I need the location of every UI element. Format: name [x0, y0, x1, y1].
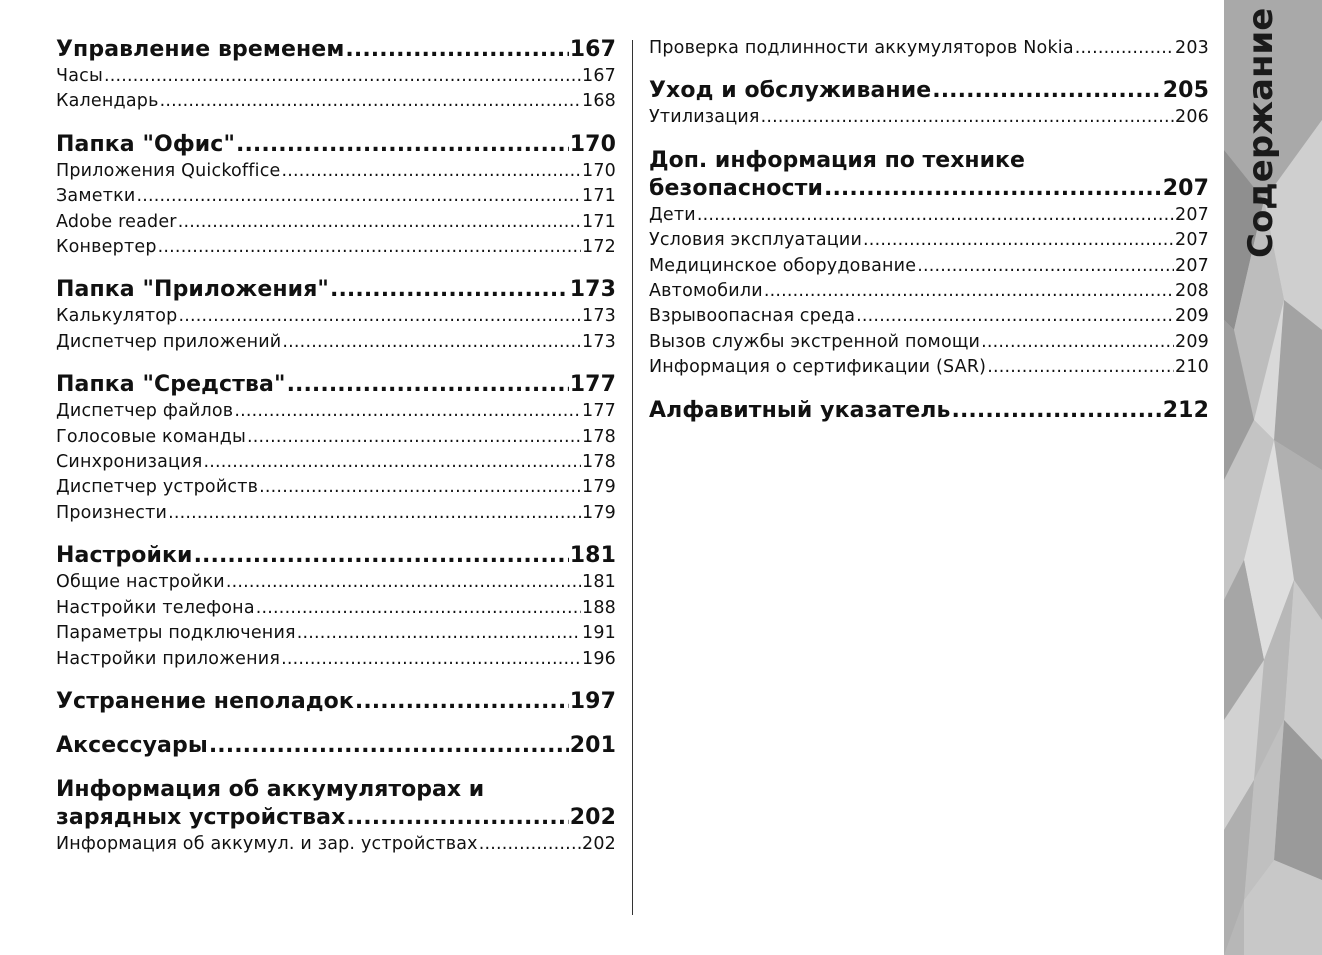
toc-heading-page-number: 212	[1162, 397, 1209, 423]
toc-item-label: Параметры подключения	[56, 623, 296, 644]
toc-item-page-number: 172	[581, 237, 616, 258]
toc-item-page-number: 208	[1174, 281, 1209, 302]
toc-heading-label: безопасности	[649, 175, 823, 201]
toc-item-page-number: 179	[581, 477, 616, 498]
toc-heading-label: Папка "Офис"	[56, 131, 236, 157]
toc-item-page-number: 188	[581, 597, 616, 618]
toc-item-label: Условия эксплуатации	[649, 230, 863, 251]
dot-leader	[863, 228, 1174, 253]
toc-item-label: Вызов службы экстренной помощи	[649, 331, 981, 352]
dot-leader	[158, 235, 581, 260]
toc-section	[56, 542, 616, 672]
toc-item[interactable]	[649, 279, 1209, 304]
dot-leader	[987, 355, 1174, 380]
dot-leader	[256, 596, 581, 621]
toc-heading-label: Аксессуары	[56, 732, 208, 758]
toc-item[interactable]	[56, 425, 616, 450]
toc-item-page-number: 203	[1174, 38, 1209, 58]
dot-leader	[168, 501, 581, 526]
toc-item-label: Утилизация	[649, 107, 760, 128]
toc-heading-label: Папка "Средства"	[56, 372, 286, 398]
toc-section	[56, 131, 616, 261]
toc-item-page-number: 209	[1174, 306, 1209, 327]
dot-leader	[346, 804, 568, 832]
toc-heading-label: Папка "Приложения"	[56, 277, 329, 303]
toc-heading[interactable]	[56, 542, 616, 570]
toc-item[interactable]	[56, 501, 616, 526]
toc-item[interactable]	[649, 254, 1209, 279]
toc-item[interactable]	[56, 621, 616, 646]
toc-item-label: Календарь	[56, 91, 159, 112]
dot-leader	[247, 425, 581, 450]
toc-heading[interactable]	[649, 397, 1209, 425]
dot-leader	[178, 210, 581, 235]
toc-section	[56, 688, 616, 716]
toc-heading-label: Настройки	[56, 543, 193, 569]
dot-leader	[259, 475, 581, 500]
toc-item-page-number: 207	[1174, 230, 1209, 251]
toc-heading[interactable]	[56, 688, 616, 716]
dot-leader	[932, 77, 1162, 105]
toc-heading-label: зарядных устройствах	[56, 804, 346, 830]
toc-section	[649, 36, 1209, 61]
dot-leader	[287, 371, 569, 399]
toc-item-label: Проверка подлинности аккумуляторов Nokia	[649, 38, 1074, 58]
toc-item[interactable]	[56, 450, 616, 475]
toc-heading-page-number: 173	[569, 277, 616, 303]
toc-item-page-number: 207	[1174, 204, 1209, 225]
toc-heading[interactable]	[56, 804, 616, 832]
dot-leader	[282, 330, 581, 355]
dot-leader	[203, 450, 581, 475]
toc-item-page-number: 177	[581, 401, 616, 422]
toc-item[interactable]	[56, 89, 616, 114]
toc-item[interactable]	[649, 228, 1209, 253]
toc-heading-page-number: 197	[569, 688, 616, 714]
toc-heading-page-number: 167	[569, 37, 616, 62]
toc-item-label: Adobe reader	[56, 211, 177, 232]
toc-item-label: Голосовые команды	[56, 426, 247, 447]
toc-item[interactable]	[649, 105, 1209, 130]
toc-item-page-number: 191	[581, 623, 616, 644]
toc-section	[56, 276, 616, 355]
toc-item-label: Настройки телефона	[56, 597, 255, 618]
toc-item-label: Диспетчер устройств	[56, 477, 259, 498]
toc-item[interactable]	[56, 647, 616, 672]
toc-item[interactable]	[56, 832, 616, 857]
dot-leader	[281, 647, 581, 672]
dot-leader	[194, 542, 569, 570]
toc-item[interactable]	[56, 475, 616, 500]
toc-item-page-number: 170	[581, 160, 616, 181]
toc-item-label: Часы	[56, 66, 103, 86]
toc-heading-page-number: 170	[569, 131, 616, 157]
toc-item[interactable]	[56, 596, 616, 621]
toc-item-label: Дети	[649, 204, 696, 225]
dot-leader	[697, 203, 1174, 228]
toc-item-label: Информация о сертификации (SAR)	[649, 357, 987, 378]
toc-item-label: Взрывоопасная среда	[649, 306, 856, 327]
toc-item-page-number: 210	[1174, 357, 1209, 378]
toc-item-label: Автомобили	[649, 281, 763, 302]
dot-leader	[952, 397, 1162, 425]
toc-item[interactable]	[56, 570, 616, 595]
toc-heading[interactable]	[56, 36, 616, 64]
toc-heading-page-number: 202	[569, 804, 616, 830]
toc-item[interactable]	[56, 159, 616, 184]
column-divider	[632, 40, 633, 915]
dot-leader	[355, 688, 569, 716]
toc-item-label: Синхронизация	[56, 452, 203, 473]
toc-item[interactable]	[649, 36, 1209, 61]
toc-item-label: Произнести	[56, 502, 168, 523]
toc-heading[interactable]	[649, 175, 1209, 203]
toc-item-page-number: 173	[581, 306, 616, 327]
toc-item-page-number: 167	[581, 66, 616, 86]
toc-heading-label: Уход и обслуживание	[649, 78, 932, 104]
toc-item-label: Конвертер	[56, 237, 157, 258]
toc-left-column	[56, 36, 616, 873]
dot-leader	[330, 276, 569, 304]
toc-item[interactable]	[56, 304, 616, 329]
toc-item-page-number: 173	[581, 331, 616, 352]
toc-item-page-number: 178	[581, 452, 616, 473]
toc-section	[56, 776, 616, 857]
dot-leader	[764, 279, 1174, 304]
toc-item[interactable]	[56, 184, 616, 209]
toc-item-page-number: 171	[581, 211, 616, 232]
toc-section	[649, 77, 1209, 130]
toc-item-page-number: 196	[581, 648, 616, 669]
toc-item[interactable]	[56, 399, 616, 424]
toc-item[interactable]	[56, 64, 616, 89]
toc-item-label: Настройки приложения	[56, 648, 281, 669]
toc-heading-page-number: 201	[569, 732, 616, 758]
toc-item[interactable]	[56, 330, 616, 355]
toc-item-page-number: 179	[581, 502, 616, 523]
dot-leader	[234, 399, 581, 424]
dot-leader	[345, 36, 568, 64]
toc-item-page-number: 202	[581, 833, 616, 854]
toc-heading-page-number: 177	[569, 372, 616, 398]
toc-item-label: Медицинское оборудование	[649, 255, 917, 276]
dot-leader	[136, 184, 581, 209]
toc-section	[649, 147, 1209, 381]
toc-item[interactable]	[649, 304, 1209, 329]
toc-heading[interactable]	[56, 276, 616, 304]
dot-leader	[479, 832, 581, 857]
toc-item-page-number: 209	[1174, 331, 1209, 352]
toc-item-label: Информация об аккумул. и зар. устройствах	[56, 833, 478, 854]
toc-item-page-number: 207	[1174, 255, 1209, 276]
dot-leader	[209, 732, 569, 760]
toc-item-page-number: 181	[581, 572, 616, 593]
toc-item[interactable]	[56, 235, 616, 260]
toc-heading[interactable]	[56, 732, 616, 760]
toc-heading-label: Алфавитный указатель	[649, 397, 951, 423]
toc-section	[649, 397, 1209, 425]
toc-heading[interactable]	[649, 77, 1209, 105]
dot-leader	[824, 175, 1162, 203]
dot-leader	[160, 89, 581, 114]
toc-item-page-number: 178	[581, 426, 616, 447]
dot-leader	[282, 159, 581, 184]
toc-section	[56, 36, 616, 115]
toc-item-page-number: 168	[581, 91, 616, 112]
toc-section	[56, 732, 616, 760]
toc-heading[interactable]	[56, 131, 616, 159]
toc-item-label: Калькулятор	[56, 306, 178, 327]
toc-heading[interactable]	[56, 371, 616, 399]
toc-item-label: Общие настройки	[56, 572, 225, 593]
toc-item-page-number: 171	[581, 186, 616, 207]
toc-heading-first-line: Доп. информация по технике	[649, 147, 1025, 173]
toc-heading-page-number: 205	[1162, 78, 1209, 104]
toc-item-label: Диспетчер приложений	[56, 331, 282, 352]
toc-heading-label: Устранение неполадок	[56, 688, 354, 714]
dot-leader	[104, 64, 581, 89]
section-tab-title: Содержание	[1241, 7, 1281, 258]
dot-leader	[179, 304, 581, 329]
toc-heading-first-line: Информация об аккумуляторах и	[56, 776, 485, 802]
toc-item[interactable]	[649, 355, 1209, 380]
dot-leader	[226, 570, 581, 595]
dot-leader	[297, 621, 581, 646]
toc-item-label: Приложения Quickoffice	[56, 160, 281, 181]
dot-leader	[1075, 36, 1174, 61]
toc-heading-label: Управление временем	[56, 37, 345, 62]
toc-item[interactable]	[649, 330, 1209, 355]
dot-leader	[236, 131, 569, 159]
dot-leader	[981, 330, 1174, 355]
toc-item[interactable]	[56, 210, 616, 235]
toc-item-label: Заметки	[56, 186, 136, 207]
toc-item[interactable]	[649, 203, 1209, 228]
dot-leader	[761, 105, 1174, 130]
toc-heading-page-number: 181	[569, 543, 616, 569]
toc-heading-page-number: 207	[1162, 175, 1209, 201]
dot-leader	[856, 304, 1174, 329]
toc-item-label: Диспетчер файлов	[56, 401, 234, 422]
toc-right-column	[649, 36, 1209, 441]
toc-section	[56, 371, 616, 526]
toc-item-page-number: 206	[1174, 107, 1209, 128]
dot-leader	[917, 254, 1174, 279]
